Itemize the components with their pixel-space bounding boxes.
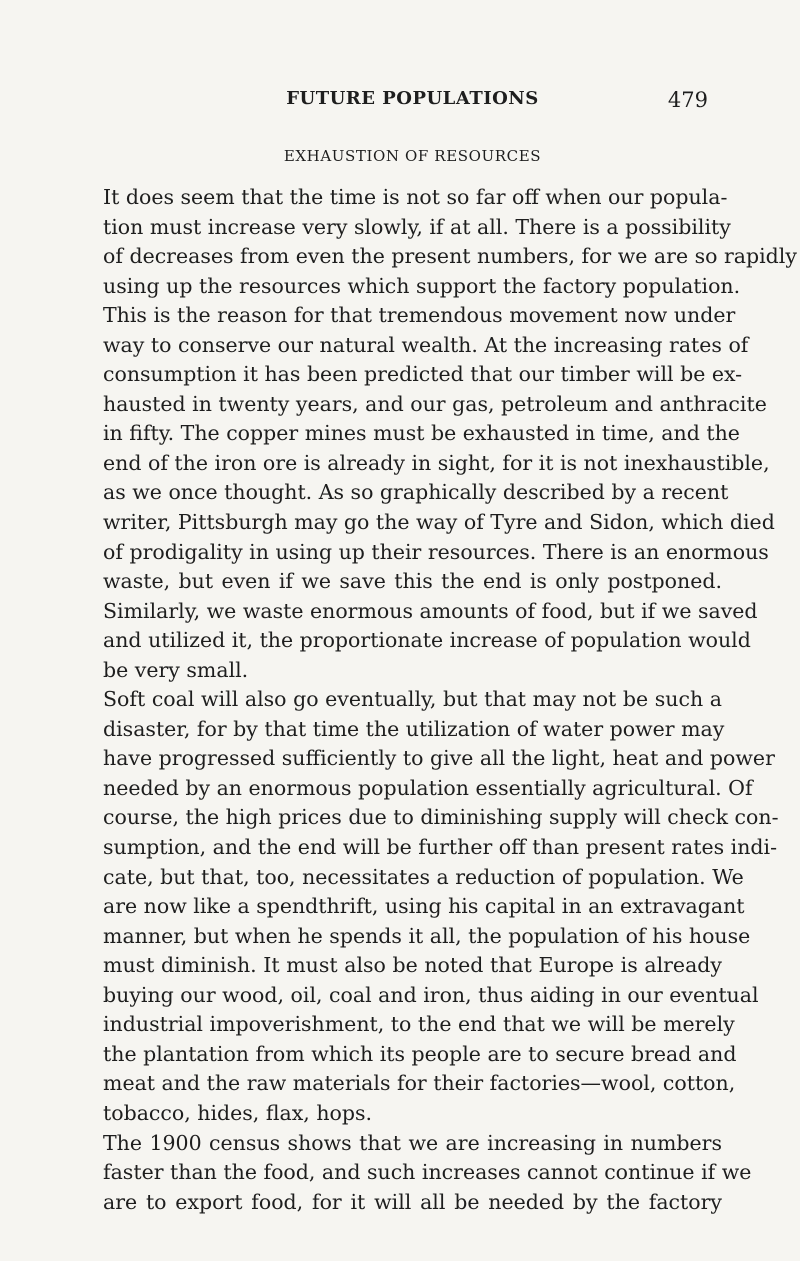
text-line: as we once thought. As so graphically described by a recent bbox=[103, 480, 729, 505]
text-line: be very small. bbox=[103, 657, 249, 682]
text-line: cate, but that, too, necessitates a reduction of population. We bbox=[103, 864, 744, 889]
text-line: waste, but even if we save this the end is only postponed. bbox=[103, 569, 722, 594]
text-line: using up the resources which support the factory population. bbox=[103, 273, 741, 298]
text-line: Soft coal will also go eventually, but that may not be such a bbox=[103, 687, 722, 712]
text-line: must diminish. It must also be noted that Europe is already bbox=[103, 953, 722, 978]
text-line: way to conserve our natural wealth. At the increasing rates of bbox=[103, 332, 749, 357]
text-line: tion must increase very slowly, if at all. There is a possibility bbox=[103, 214, 731, 239]
running-title: FUTURE POPULATIONS bbox=[286, 88, 539, 109]
text-line: sumption, and the end will be further off than present rates indi- bbox=[103, 835, 778, 860]
paragraph bbox=[103, 183, 797, 685]
text-line: have progressed sufficiently to give all the light, heat and power bbox=[103, 746, 775, 771]
text-line: of prodigality in using up their resources. There is an enormous bbox=[103, 539, 769, 564]
text-line: industrial impoverishment, to the end that we will be merely bbox=[103, 1012, 735, 1037]
text-line: disaster, for by that time the utilization of water power may bbox=[103, 716, 725, 741]
text-line: This is the reason for that tremendous movement now under bbox=[103, 303, 736, 328]
text-line: in fifty. The copper mines must be exhausted in time, and the bbox=[103, 421, 740, 446]
text-line: buying our wood, oil, coal and iron, thus aiding in our eventual bbox=[103, 982, 759, 1007]
text-line: writer, Pittsburgh may go the way of Tyre and Sidon, which died bbox=[103, 510, 775, 535]
text-line: The 1900 census shows that we are increasing in numbers bbox=[103, 1130, 722, 1155]
text-line: are now like a spendthrift, using his capital in an extravagant bbox=[103, 894, 745, 919]
text-line: and utilized it, the proportionate increase of population would bbox=[103, 628, 751, 653]
text-line: faster than the food, and such increases cannot continue if we bbox=[103, 1160, 752, 1185]
paragraph bbox=[103, 1129, 752, 1218]
text-line: It does seem that the time is not so far off when our popula- bbox=[103, 185, 728, 209]
text-line: of decreases from even the present numbers, for we are so rapidly bbox=[103, 244, 797, 269]
section-heading: EXHAUSTION OF RESOURCES bbox=[283, 147, 542, 165]
text-line: needed by an enormous population essentially agricultural. Of bbox=[103, 775, 753, 800]
text-line: tobacco, hides, flax, hops. bbox=[103, 1100, 373, 1125]
page-number: 479 bbox=[667, 88, 708, 112]
text-line: Similarly, we waste enormous amounts of food, but if we saved bbox=[103, 598, 758, 623]
text-line: manner, but when he spends it all, the population of his house bbox=[103, 923, 751, 948]
text-line: course, the high prices due to diminishing supply will check con- bbox=[103, 805, 779, 830]
text-line: meat and the raw materials for their factories—wool, cotton, bbox=[103, 1071, 736, 1096]
running-head bbox=[103, 88, 722, 114]
text-line: are to export food, for it will all be needed by the factory bbox=[103, 1189, 722, 1214]
paragraph bbox=[103, 685, 779, 1128]
text-line: hausted in twenty years, and our gas, petroleum and anthracite bbox=[103, 391, 767, 416]
text-line: consumption it has been predicted that our timber will be ex- bbox=[103, 362, 743, 387]
body-text bbox=[103, 183, 797, 1217]
text-line: the plantation from which its people are to secure bread and bbox=[103, 1041, 737, 1066]
text-line: end of the iron ore is already in sight, for it is not inexhaustible, bbox=[103, 450, 770, 475]
